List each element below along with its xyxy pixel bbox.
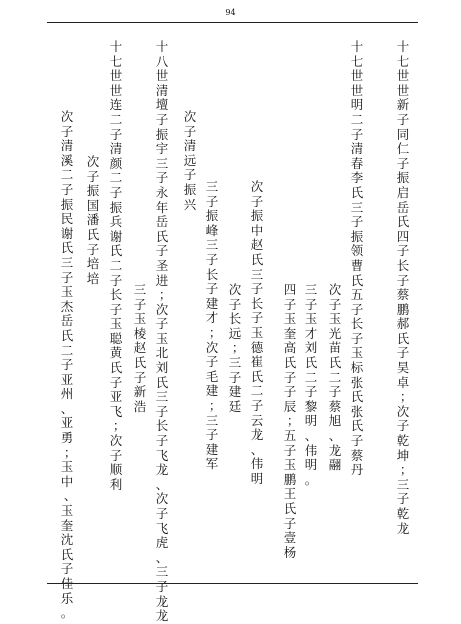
text-column-11: 三子玉棱赵氏子新浩 [133,282,147,414]
text-column-4: 三子玉才刘氏二子黎明、伟明。 [304,282,318,487]
text-column-10: 十八世 清壇子振宇三子永年岳氏子圣进； 次子玉北刘氏三子长子飞龙、次子飞虎、三子龙龙 [155,39,181,624]
footer-rule [47,583,418,584]
text-column-6: 次子振中赵氏三子长子玉德崔氏二子云龙、伟明 [250,179,264,486]
text-column-9: 次子清远子振兴 [183,109,197,212]
text-column-13: 次子振国潘氏子培培 [86,154,100,286]
header-rule [47,22,418,23]
text-column-12: 十七世 世连二子清颜二子振兵谢氏二子长子玉聪黄氏子亚飞； 次子顺利 [109,39,135,492]
text-column-3: 次子玉光苗氏二子蔡旭、龙翮 [328,282,342,473]
page-number: 94 [225,8,236,17]
text-column-2: 十七世 世明二子清春李氏三子振领曹氏五子长子玉标张氏张氏子蔡丹 [350,39,376,478]
text-column-1: 十七世 世新子同仁子振启岳氏四子长子蔡鹏郝氏子昊卓； 次子乾坤； 三子乾龙 [396,39,422,536]
text-column-5: 四子玉奎高氏子子辰； 五子玉鹏王氏子壹杨 [283,282,306,560]
text-column-14: 次子清溪二子振民谢氏三子玉杰岳氏二子亚州、亚勇； 玉中、 玉奎沈氏子佳乐。 [60,109,83,621]
text-column-7: 次子长远； 三子建廷 [228,282,251,414]
text-column-8: 三子振峰三子长子建才； 次子毛建； 三子建军 [205,179,228,472]
